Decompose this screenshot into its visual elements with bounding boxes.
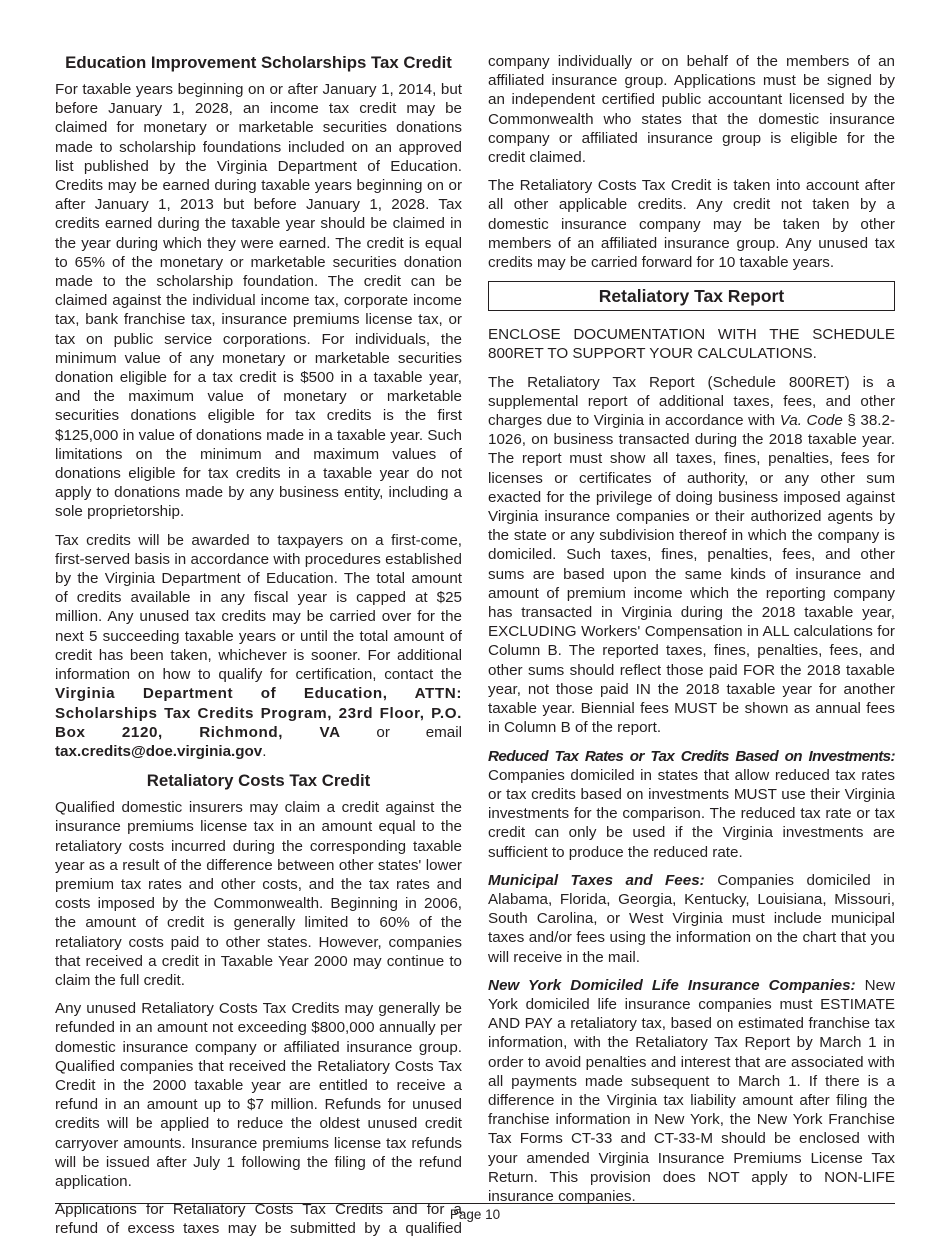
edu-paragraph-1: For taxable years beginning on or after January 1, 2014, but before January 1, 2028, an income tax credit may be claimed for monetary or marketable securities donations made to scholarship foundations included on an approved list published by the Virginia Department of Education. Credits may be earned during taxable years beginning on or after January 1, 2013 but before January 1, 2028. Tax credits earned during the taxable year should be claimed in the year during which they were earned. The credit is equal to 65% of the monetary or marketable securities donation made to the scholarship foundation. The credit can be claimed against the individual income tax, corporate income tax, bank franchise tax, insurance premiums license tax, or tax on public service corporations. For individuals, the minimum value of any monetary or marketable securities donation eligible for a tax credit is $500 in a taxable year, and the maximum value of monetary or marketable securities donations eligible for tax credits is the first $125,000 in value of donations made in a taxable year. Such limitations on the minimum and maximum values of donations eligible for tax credits in a taxable year do not apply to donations made by any business entity, including a sole proprietorship.: [55, 81, 462, 521]
municipal-text: Companies domiciled in Alabama, Florida, Georgia, Kentucky, Louisiana, Missouri, South Carolina, or West Virginia must include municipal taxes and/or fees using the information on the chart that you will receive in the mail.: [488, 871, 895, 966]
edu-heading: Education Improvement Scholarships Tax Credit: [65, 53, 452, 72]
edu-p2-or: or email: [340, 723, 462, 741]
right-column: [488, 52, 895, 1215]
edu-p2-text: Tax credits will be awarded to taxpayers on a first-come, first-served basis in accordance with procedures established by the Virginia Department of Education. The total amount of credits available in any fiscal year is capped at $25 million. Any unused tax credits may be carried over for the next 5 succeeding taxable years or until the total amount of credit has been taken, whichever is sooner. For additional information on how to qualify for certification, contact the: [55, 531, 462, 684]
new-york-paragraph: [488, 976, 895, 1206]
rc-paragraph-2: Any unused Retaliatory Costs Tax Credits may generally be refunded in an amount not exceeding $800,000 annually per domestic insurance company or affiliated insurance group. Qualified companies that received the Retaliatory Costs Tax Credit in the 2000 taxable year are entitled to receive a refund in an amount up to $7 million. Refunds for unused credits will be applied to reduce the oldest unused credit carryover amounts. Insurance premiums license tax refunds will be issued after July 1 following the filing of the refund application.: [55, 1000, 462, 1190]
reduced-paragraph: [488, 747, 895, 862]
municipal-paragraph: [488, 871, 895, 967]
va-code: Va. Code: [779, 412, 843, 430]
rc-heading: Retaliatory Costs Tax Credit: [146, 771, 371, 791]
reduced-text: Companies domiciled in states that allow reduced tax rates or tax credits based on investments MUST use their Virginia investments for the comparison. The reduced tax rate or tax credit can only be used if the Virginia investments are sufficient to produce the reduced rate.: [488, 766, 895, 861]
rc-paragraph-1: Qualified domestic insurers may claim a credit against the insurance premiums license tax in an amount equal to the retaliatory costs incurred during the corresponding taxable year as a result of the difference between other states' lower premium tax rates and other costs, and the tax rates and costs imposed by the Commonwealth. Beginning in 2006, the amount of credit is generally limited to 60% of the retaliatory costs paid to other states. However, companies that received a credit in Taxable Year 2000 may continue to claim the full credit.: [55, 799, 462, 989]
municipal-label: Municipal Taxes and Fees:: [488, 871, 705, 889]
rtr-paragraph-2: [488, 373, 895, 738]
edu-p2-end: .: [262, 742, 267, 760]
reduced-label: Reduced Tax Rates or Tax Credits Based on Investments:: [488, 747, 895, 765]
page-number: Page 10: [449, 1207, 501, 1222]
rtr-paragraph-1: ENCLOSE DOCUMENTATION WITH THE SCHEDULE 800RET TO SUPPORT YOUR CALCULATIONS.: [488, 326, 895, 363]
contact-email: tax.credits@doe.virginia.gov: [55, 742, 263, 760]
new-york-label: New York Domiciled Life Insurance Companies:: [488, 976, 856, 994]
footer-divider: [55, 1203, 895, 1204]
rtr-heading: Retaliatory Tax Report: [488, 281, 895, 311]
rc-paragraph-3-cont: company individually or on behalf of the members of an affiliated insurance group. Applications must be signed by an independent certified public accountant licensed by the Commonwealth who states that the domestic insurance company or affiliated insurance group is eligible for the credit claimed.: [488, 53, 895, 167]
rtr-p2-b: § 38.2-1026, on business transacted during the 2018 taxable year. The report must show all taxes, fines, penalties, fees for licenses or certificates of authority, or any other sum exacted for the privilege of doing business imposed against Virginia insurance companies or their authorized agents by the state or any subdivision thereof in which the company is domiciled. Such taxes, fines, penalties, fees, and other sums are based upon the same kinds of insurance and amount of premium income which the reporting company has transacted in Virginia during the 2018 taxable year, EXCLUDING Workers' Compensation in ALL calculations for Column B. The reported taxes, fines, penalties, fees, and other sums should reflect those paid FOR the 2018 taxable year, not those paid IN the 2018 taxable year for another taxable year. Biennial fees MUST be shown as annual fees in Column B of the report.: [488, 412, 895, 737]
rc-paragraph-3-start: Applications for Retaliatory Costs Tax Credits and for a refund of excess taxes may be submitted by a qualified: [55, 1201, 462, 1238]
rc-paragraph-4: The Retaliatory Costs Tax Credit is taken into account after all other applicable credits. Any credit not taken by a domestic insurance company may be taken by other members of an affiliated insurance group. Any unused tax credits may be carried forward for 10 taxable years.: [488, 177, 895, 272]
contact-address: Virginia Department of Education, ATTN: Scholarships Tax Credits Program, 23rd Floor, P.O. Box 2120, Richmond, VA: [55, 685, 462, 741]
new-york-text: New York domiciled life insurance companies must ESTIMATE AND PAY a retaliatory tax, based on estimated franchise tax information, with the Retaliatory Tax Report by March 1 in order to avoid penalties and interest that are associated with all payments made subsequent to March 1. If there is a difference in the Virginia tax liability amount after filing the franchise information in New York, the New York Franchise Tax Forms CT-33 and CT-33-M should be enclosed with your amended Virginia Insurance Premiums License Tax Return. This provision does NOT apply to NON-LIFE insurance companies.: [488, 976, 895, 1205]
rtr-p2-a: The Retaliatory Tax Report (Schedule 800RET) is a supplemental report of additional taxes, fees, and other charges due to Virginia in accordance with: [488, 373, 895, 430]
left-column: [55, 52, 462, 1248]
edu-paragraph-2: [55, 531, 462, 761]
